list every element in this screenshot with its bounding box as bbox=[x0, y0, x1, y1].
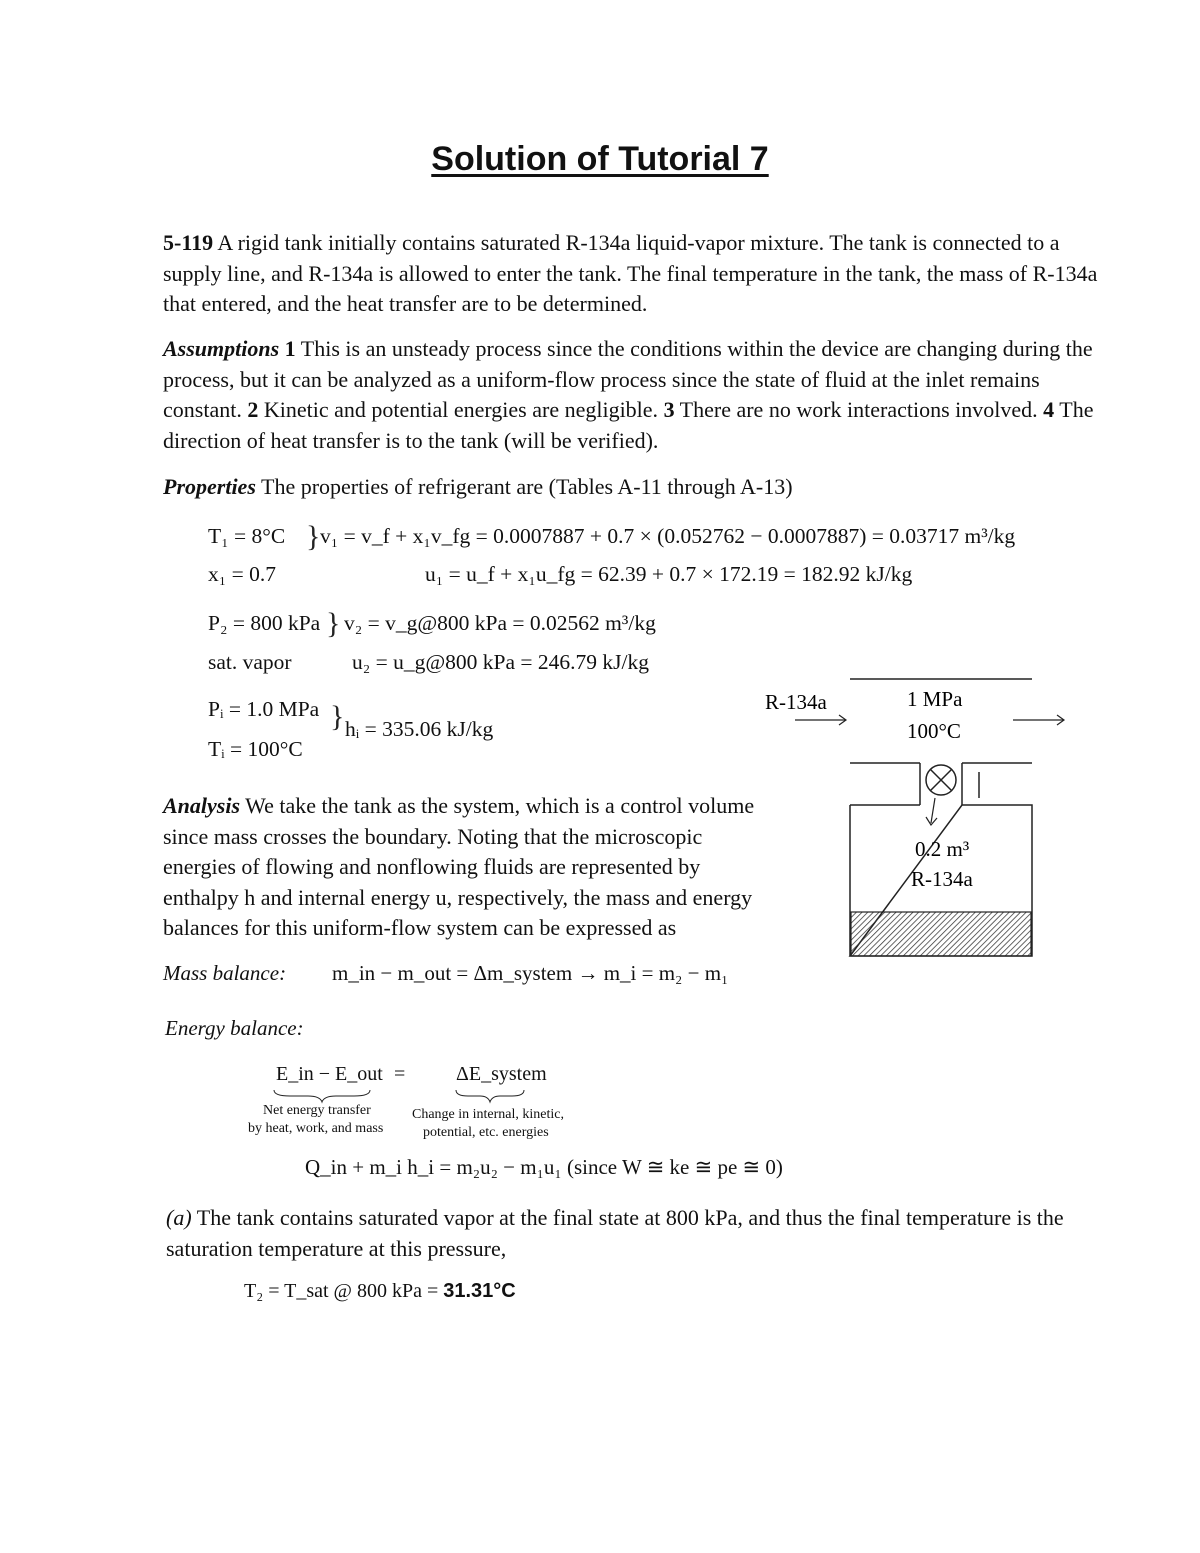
analysis-label: Analysis bbox=[163, 793, 241, 818]
line-pressure-label: 1 MPa bbox=[907, 687, 963, 711]
energy-equation: Q_in + m_i h_i = m₂u₂ − m₁u₁ (since W ≅ ke ≅ pe ≅ 0) bbox=[305, 1155, 783, 1179]
energy-lhs: E_in − E_out bbox=[276, 1063, 383, 1085]
v1-equation: v₁ = v_f + x₁v_fg = 0.0007887 + 0.7 × (0.052762 − 0.0007887) = 0.03717 m³/kg bbox=[320, 524, 1016, 548]
hi-equation: hᵢ = 335.06 kJ/kg bbox=[345, 717, 494, 741]
assumption-number: 3 bbox=[663, 397, 675, 422]
state1-temperature: T₁ = 8°C bbox=[208, 524, 286, 548]
part-a-paragraph bbox=[166, 1203, 1066, 1264]
assumptions-label: Assumptions bbox=[163, 336, 280, 361]
problem-statement bbox=[163, 228, 1098, 320]
brace: } bbox=[306, 520, 321, 553]
u2-equation: u₂ = u_g@800 kPa = 246.79 kJ/kg bbox=[352, 650, 650, 674]
assumptions-paragraph bbox=[163, 334, 1098, 456]
tank-liquid-hatch bbox=[851, 912, 1031, 956]
brace: } bbox=[326, 607, 341, 640]
assumption-text: This is an unsteady process since the conditions within the device are changing during the process, but it can be analyzed as a uniform-flow process since the state of fluid at the inlet remains constant. bbox=[163, 336, 1093, 422]
state2-pressure: P₂ = 800 kPa bbox=[208, 611, 321, 635]
line-temperature-label: 100°C bbox=[907, 719, 961, 743]
tank-diagram bbox=[755, 668, 1075, 963]
mass-balance-label: Mass balance: bbox=[163, 961, 287, 985]
part-a-equation bbox=[244, 1280, 516, 1303]
inlet-pressure: Pᵢ = 1.0 MPa bbox=[208, 697, 320, 721]
problem-number: 5-119 bbox=[163, 230, 214, 255]
tank-volume-label: 0.2 m³ bbox=[915, 837, 970, 861]
mass-balance-equation: m_in − m_out = Δm_system → m_i = m₂ − m₁ bbox=[332, 961, 729, 985]
energy-rhs: ΔE_system bbox=[456, 1063, 547, 1085]
rhs-note-2: potential, etc. energies bbox=[423, 1125, 549, 1140]
assumption-text: The direction of heat transfer is to the tank (will be verified). bbox=[163, 397, 1094, 453]
tank-fluid-label: R-134a bbox=[911, 867, 973, 891]
page-title: Solution of Tutorial 7 bbox=[431, 140, 769, 178]
rhs-note-1: Change in internal, kinetic, bbox=[412, 1107, 565, 1122]
analysis-text: We take the tank as the system, which is a control volume since mass crosses the boundary. Noting that the microscopic energies of flowing and nonflowing fluids are represented by enthalpy h and internal energy u, respectively, the mass and energy balances for this uniform-flow system can be expressed as bbox=[163, 793, 755, 940]
assumption-text: There are no work interactions involved. bbox=[679, 397, 1038, 422]
lhs-note-1: Net energy transfer bbox=[263, 1103, 371, 1118]
v2-equation: v₂ = v_g@800 kPa = 0.02562 m³/kg bbox=[344, 611, 656, 635]
assumption-text: Kinetic and potential energies are negligible. bbox=[263, 397, 659, 422]
inlet-temperature: Tᵢ = 100°C bbox=[208, 737, 303, 761]
flow-arrow-icon bbox=[931, 798, 935, 823]
analysis-paragraph bbox=[163, 791, 778, 944]
fluid-in-label: R-134a bbox=[765, 690, 827, 714]
properties-intro bbox=[163, 472, 1098, 503]
part-a-answer: 31.31°C bbox=[443, 1280, 516, 1302]
part-a-label: (a) bbox=[166, 1205, 192, 1230]
brace: } bbox=[330, 700, 345, 733]
part-a-equation-lhs: T₂ = T_sat @ 800 kPa = bbox=[244, 1280, 439, 1302]
energy-equals: = bbox=[394, 1063, 406, 1085]
properties-label: Properties bbox=[163, 474, 256, 499]
lhs-note-2: by heat, work, and mass bbox=[248, 1121, 384, 1136]
assumption-number: 2 bbox=[247, 397, 259, 422]
state1-quality: x₁ = 0.7 bbox=[208, 562, 276, 586]
state2-quality: sat. vapor bbox=[208, 650, 292, 674]
u1-equation: u₁ = u_f + x₁u_fg = 62.39 + 0.7 × 172.19 = 182.92 kJ/kg bbox=[425, 562, 913, 586]
part-a-text: The tank contains saturated vapor at the final state at 800 kPa, and thus the final temperature is the saturation temperature at this pressure, bbox=[166, 1205, 1064, 1261]
underbrace-icons bbox=[270, 1088, 540, 1104]
assumption-number: 4 bbox=[1043, 397, 1055, 422]
properties-text: The properties of refrigerant are (Tables A-11 through A-13) bbox=[261, 474, 793, 499]
problem-text: A rigid tank initially contains saturated R-134a liquid-vapor mixture. The tank is connected to a supply line, and R-134a is allowed to enter the tank. The final temperature in the tank, the mass of R-134a that entered, and the heat transfer are to be determined. bbox=[163, 230, 1098, 316]
assumption-number: 1 bbox=[284, 336, 296, 361]
energy-balance-label: Energy balance: bbox=[165, 1016, 304, 1040]
